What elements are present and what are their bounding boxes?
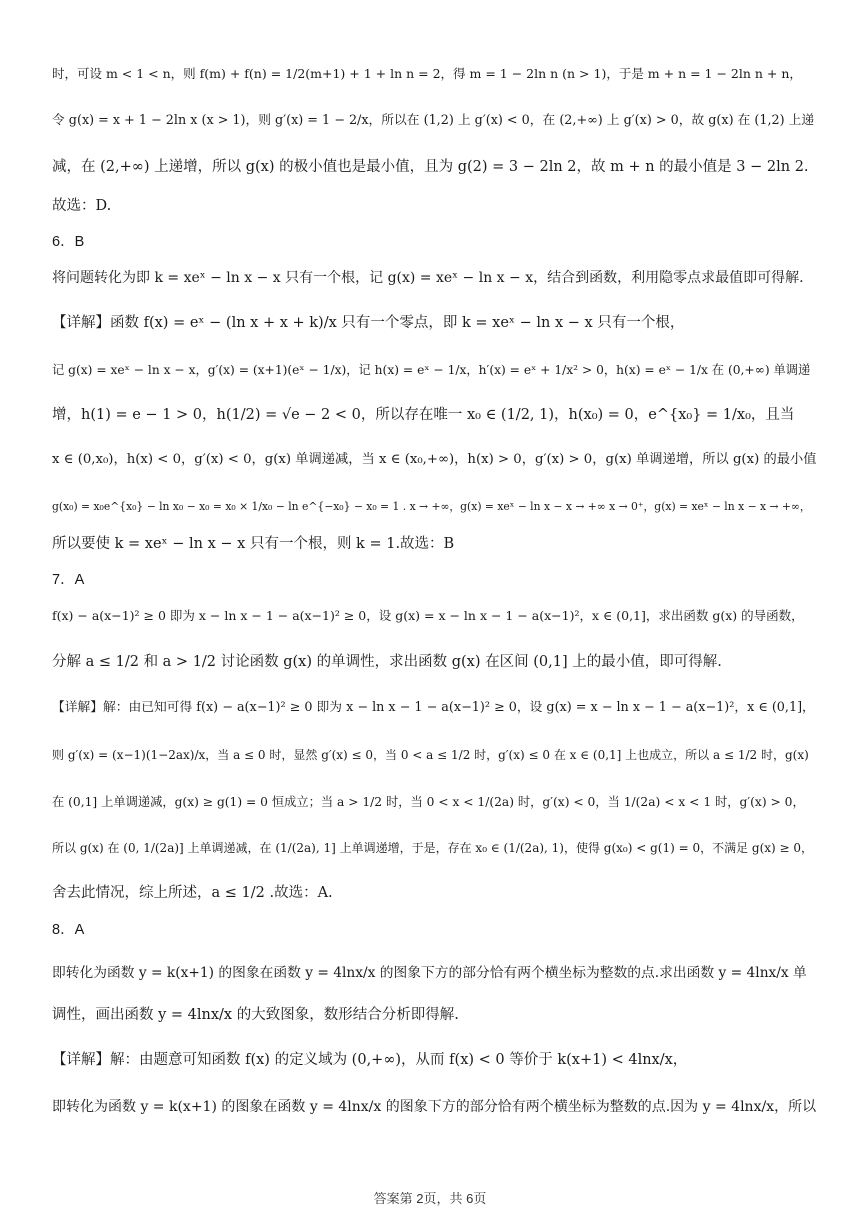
text-line: 故选：D.	[52, 198, 112, 214]
text-line: 即转化为函数 y = k(x+1) 的图象在函数 y = 4lnx/x 的图象下方的部分恰有两个横坐标为整数的点.求出函数 y = 4lnx/x 单	[52, 965, 807, 981]
text-line: 将问题转化为即 k = xeˣ − ln x − x 只有一个根，记 g(x) = xeˣ − ln x − x，结合到函数，利用隐零点求最值即可得解.	[52, 270, 804, 286]
text-line: 增，h(1) = e − 1 > 0，h(1/2) = √e − 2 < 0，所以存在唯一 x₀ ∈ (1/2, 1)，h(x₀) = 0，e^{x₀} = 1/x₀，且当	[52, 407, 795, 423]
question-number: 8．A	[52, 922, 85, 938]
text-line: 则 g′(x) = (x−1)(1−2ax)/x，当 a ≤ 0 时，显然 g′(x) ≤ 0，当 0 < a ≤ 1/2 时，g′(x) ≤ 0 在 x ∈ (0,1] 上也成立，所以 a ≤ 1/2 时，g(x)	[52, 748, 809, 762]
text-line: x ∈ (0,x₀)，h(x) < 0，g′(x) < 0，g(x) 单调递减，当 x ∈ (x₀,+∞)，h(x) > 0，g′(x) > 0，g(x) 单调递增，所以 g(x) 的最小值	[52, 452, 816, 467]
text-line: 令 g(x) = x + 1 − 2ln x (x > 1)，则 g′(x) = 1 − 2/x，所以在 (1,2) 上 g′(x) < 0，在 (2,+∞) 上 g′(x) > 0，故 g(x) 在 (1,2) 上递	[52, 113, 815, 128]
text-line: 在 (0,1] 上单调递减，g(x) ≥ g(1) = 0 恒成立；当 a > 1/2 时，当 0 < x < 1/(2a) 时，g′(x) < 0，当 1/(2a) < x < 1 时，g′(x) > 0，	[52, 795, 805, 809]
text-line: 即转化为函数 y = k(x+1) 的图象在函数 y = 4lnx/x 的图象下方的部分恰有两个横坐标为整数的点.因为 y = 4lnx/x，所以	[52, 1099, 816, 1115]
text-line: 所以要使 k = xeˣ − ln x − x 只有一个根，则 k = 1.故选：B	[52, 536, 455, 552]
text-line: 调性，画出函数 y = 4lnx/x 的大致图象，数形结合分析即得解.	[52, 1007, 459, 1023]
text-line: 时，可设 m < 1 < n，则 f(m) + f(n) = 1/2(m+1) + 1 + ln n = 2，得 m = 1 − 2ln n (n > 1)，于是 m + n = 1 − 2ln n + n，	[52, 66, 802, 81]
question-number: 7．A	[52, 572, 85, 588]
text-line: f(x) − a(x−1)² ≥ 0 即为 x − ln x − 1 − a(x−1)² ≥ 0，设 g(x) = x − ln x − 1 − a(x−1)²，x ∈ (0,1]，求出函数 g(x) 的导函数，	[52, 608, 804, 623]
text-line: 记 g(x) = xeˣ − ln x − x，g′(x) = (x+1)(eˣ − 1/x)，记 h(x) = eˣ − 1/x，h′(x) = eˣ + 1/x² > 0，h(x) = eˣ − 1/x 在 (0,+∞) 单调递	[52, 363, 811, 377]
page-footer: 答案第 2页，共 6页	[373, 1191, 487, 1206]
text-line: g(x₀) = x₀e^{x₀} − ln x₀ − x₀ = x₀ × 1/x₀ − ln e^{−x₀} − x₀ = 1 . x → +∞，g(x) = xeˣ − ln x − x → +∞ x → 0⁺，g(x) = xeˣ − ln x − x → +∞，	[52, 500, 811, 513]
text-line: 分解 a ≤ 1/2 和 a > 1/2 讨论函数 g(x) 的单调性，求出函数 g(x) 在区间 (0,1] 上的最小值，即可得解.	[52, 654, 722, 670]
detail-line: 【详解】函数 f(x) = eˣ − (ln x + x + k)/x 只有一个零点，即 k = xeˣ − ln x − x 只有一个根，	[52, 315, 685, 331]
text-line: 减，在 (2,+∞) 上递增，所以 g(x) 的极小值也是最小值，且为 g(2) = 3 − 2ln 2，故 m + n 的最小值是 3 − 2ln 2.	[52, 159, 809, 175]
detail-line: 【详解】解：由已知可得 f(x) − a(x−1)² ≥ 0 即为 x − ln x − 1 − a(x−1)² ≥ 0，设 g(x) = x − ln x − 1 − a(x−1)²，x ∈ (0,1]，	[52, 700, 815, 715]
text-line: 舍去此情况，综上所述，a ≤ 1/2 .故选：A.	[52, 885, 333, 901]
question-number: 6．B	[52, 234, 85, 250]
text-line: 所以 g(x) 在 (0, 1/(2a)] 上单调递减，在 (1/(2a), 1] 上单调递增，于是，存在 x₀ ∈ (1/(2a), 1)，使得 g(x₀) < g(1) = 0，不满足 g(x) ≥ 0，	[52, 841, 814, 855]
detail-line: 【详解】解：由题意可知函数 f(x) 的定义域为 (0,+∞)，从而 f(x) < 0 等价于 k(x+1) < 4lnx/x，	[52, 1052, 688, 1068]
